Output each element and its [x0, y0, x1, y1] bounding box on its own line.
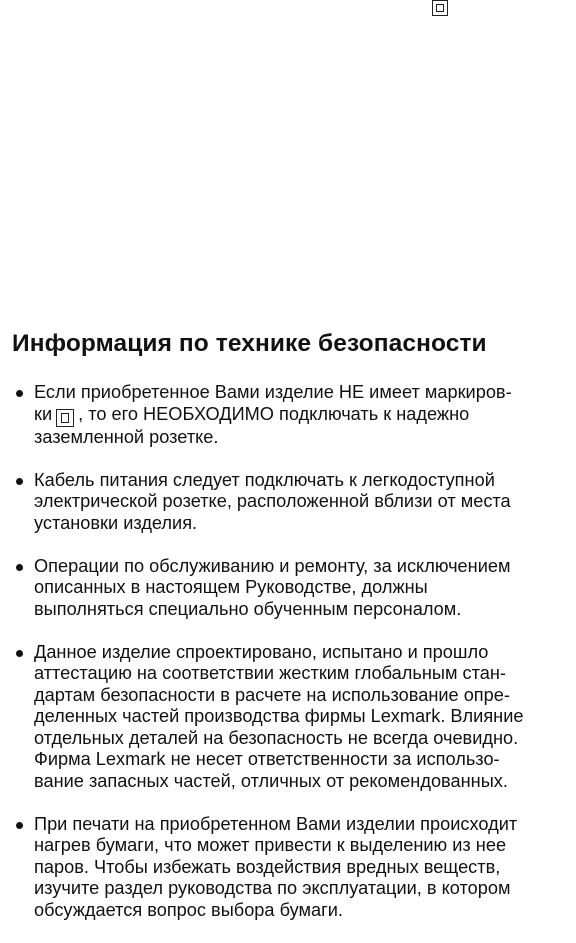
text-line: обсуждается вопрос выбора бумаги. [34, 899, 343, 920]
text-line: заземленной розетке. [34, 426, 219, 447]
text-line: нагрев бумаги, что может привести к выделению из нее [34, 835, 507, 855]
text-line: отдельных деталей на безопасность не всегда очевидно. [34, 727, 519, 748]
text-line: При печати на приобретенном Вами изделии происходит [34, 813, 518, 834]
text-line-with-symbol [34, 404, 566, 427]
text-line: Фирма Lexmark не несет ответственности за использо- [34, 749, 500, 769]
text-line: электрической розетке, расположенной вблизи от места [34, 491, 511, 511]
double-insulation-icon [56, 409, 74, 427]
double-insulation-icon [432, 0, 448, 16]
list-item [10, 814, 566, 922]
list-item [10, 642, 566, 793]
list-item [10, 470, 566, 535]
text-line: описанных в настоящем Руководстве, должны [34, 577, 428, 597]
text-line: вание запасных частей, отличных от рекомендованных. [34, 770, 508, 791]
bullet-icon [16, 822, 23, 829]
text-line: Кабель питания следует подключать к легкодоступной [34, 469, 495, 490]
text-line: Данное изделие спроектировано, испытано и прошло [34, 641, 489, 662]
bullet-icon [16, 564, 23, 571]
list-item [10, 382, 566, 448]
list-item [10, 556, 566, 621]
text-line: изучите раздел руководства по эксплуатации, в котором [34, 878, 511, 898]
bullet-icon [16, 650, 23, 657]
text-line: аттестацию на соответствии жестким глобальным стан- [34, 663, 506, 683]
page-title: Информация по технике безопасности [12, 330, 487, 357]
text-line: деленных частей производства фирмы Lexmark. Влияние [34, 706, 524, 726]
bullet-icon [16, 390, 23, 397]
text-line: установки изделия. [34, 512, 198, 533]
text-line: паров. Чтобы избежать воздействия вредных веществ, [34, 856, 501, 877]
text-fragment: , то его НЕОБХОДИМО подключать к надежно [78, 403, 470, 424]
text-line: Операции по обслуживанию и ремонту, за исключением [34, 555, 511, 576]
safety-list [10, 382, 566, 943]
text-fragment: ки [34, 403, 53, 424]
text-line: дартам безопасности в расчете на использование опре- [34, 684, 510, 705]
bullet-icon [16, 478, 23, 485]
text-line: Если приобретенное Вами изделие НЕ имеет маркиров- [34, 382, 512, 402]
text-line: выполняться специально обученным персоналом. [34, 598, 462, 619]
